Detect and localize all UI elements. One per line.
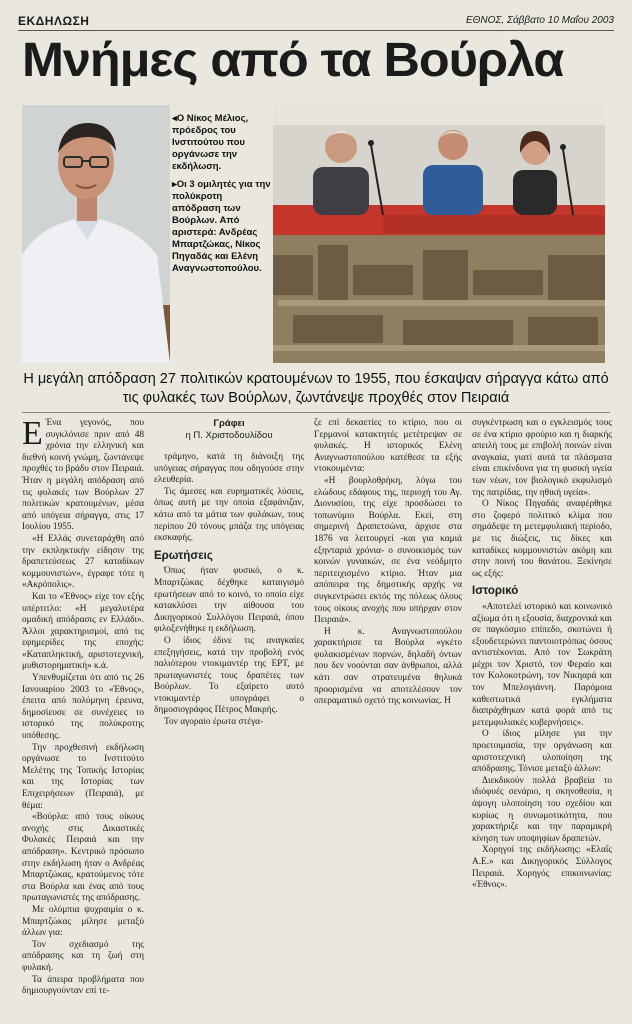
paragraph: συγκέντρωση και ο εγκλεισμός τους σε ένα κτίριο φρούριο και η διαρκής απειλή τους με επιβολή ποινών είναι αναγκαία, γιατί αυτά τα πλάσματα είναι επικίνδυνα για τη φυσική υγεία των νέων, τον βιολογικό εκφυλισμό της πατρίδας, την ηθική υγεία».: [472, 418, 612, 498]
subheadline: Η μεγάλη απόδραση 27 πολιτικών κρατουμένων το 1955, που έσκαψαν σήραγγα κάτω από τις φυλακές των Βούρλων, ζωντάνεψε προχθές στον Πειραιά: [23, 371, 609, 406]
paragraph: Τον σχεδιασμό της απόδρασης και τη ζωή στη φυλακή.: [22, 939, 144, 973]
paragraph: Υπενθυμίζεται ότι από τις 26 Ιανουαρίου 2003 το «Έθνος», έπειτα από πολύμηνη έρευνα, δημοσίευσε σε συνέχειες το ιστορικό της πολύκροτης υπόθεσης.: [22, 673, 144, 742]
subhead-history: Ιστορικό: [472, 585, 519, 598]
paragraph: Χορηγοί της εκδήλωσης: «Ελαΐς Α.Ε.» και Δικηγορικός Σύλλογος Πειραιά. Χορηγός επικοινωνίας: «Έθνος».: [472, 845, 612, 891]
paragraph: «Αποτελεί ιστορικό και κοινωνικό αξίωμα ότι η εξουσία, διαχρονικά και σε παγκόσμιο επίπεδο, σκοτώνει ή εξουδετερώνει παντοιοτρόπως όσους αντιστέκονται. Από τον Σωκράτη μέχρι τον Χριστό, τον Φεραίο και τον Κολοκοτρώνη, τον Νικηαρά και τον Μπελογιάννη. Παρόμοια καθεστωτικά εγκλήματα διαπράχθηκαν κατά φορά από τις μετεμφυλιακές κυβερνήσεις».: [472, 601, 612, 728]
article-column-1: [22, 415, 144, 998]
article-column-4: [472, 418, 612, 892]
paragraph: «Η βουρλοθρήκη, λόγω του ελώδους εδάφους της, περιοχή του Αγ. Διονυσίου, της είχε προσδώσει το τοπωνύμιο Βούρλα. Εκεί, στη σημερινή Δραπετσώνα, άρχισε στα 1876 να λειτουργεί -και για καμιά εξηνταριά χρόνια- ο συνοικισμός των κοινών γυναικών, σε ένα νεόδμητο περιτειχισμένο κτίριο. Ήταν μια απόπειρα της δημοτικής αρχής να συγκεντρώσει εκτός της πόλεως όλους τους οίκους ανοχής που υπήρχαν στον Πειραιά».: [314, 475, 462, 626]
divider: [22, 412, 610, 413]
paragraph: Τα άπειρα προβλήματα που δημιουργούνταν επί τε-: [22, 974, 144, 997]
headline: Μνήμες από τα Βούρλα: [22, 34, 564, 87]
paragraph: Ο ίδιος έδινε τις αναγκαίες επεξηγήσεις, κατά την προβολή ενός παλιότερου ντοκιμαντέρ της ΕΡΤ, με πρωταγωνιστές τους δραπέτες των Βούρλων. Το εξαίρετο αυτό ντοκιμαντέρ υπογράφει ο δημοσιογράφος Πέτρος Μακρής.: [154, 635, 304, 716]
paragraph: Τον αγοραίο έρωτα στέγα-: [164, 717, 264, 728]
portrait-illustration: [22, 105, 170, 363]
photo-captions: [172, 113, 272, 281]
paragraph: «Η Ελλάς συνεταράχθη από την εκπληκτικήν είδησιν της δραπετεύσεως 27 καταδίκων κομμουνιστών», έγραφε τότε η «Ακρόπολις».: [22, 533, 144, 591]
article-column-3: [314, 418, 462, 708]
paragraph-lead: [22, 415, 144, 534]
paragraph: Με ολύμπια ψυχραιμία ο κ. Μπαρτζώκας μίλησε μεταξύ άλλων για:: [22, 904, 144, 939]
paragraph: Τις άμεσες και ευρηματικές λύσεις, όπως αυτή με την οποία εξαφάνιζαν, κάτω από τα μάτια των φυλάκων, τους περίπου 20 τόνους μπάζα της υπόγειας εκσκαφής.: [154, 486, 304, 544]
photo-nikos-melios: [22, 105, 170, 363]
byline-author: η Π. Χριστοδουλίδου: [185, 430, 273, 441]
subhead-questions: Ερωτήσεις: [154, 549, 213, 562]
paragraph: Και το «Έθνος» είχε τον εξής υπέρτιτλο: «Η μεγαλυτέρα ομαδική απόδρασις εν Ελλάδι». Άλλοι χαρακτηρισμοί, από τις εφημερίδες της εποχής: «Καταπληκτική, αριστοτεχνική, μυθιστορηματική» κ.ά.: [22, 591, 144, 672]
byline: [154, 418, 304, 442]
paragraph: Διεκδικούν πολλά βραβεία το ιδιόφυές σενάριο, η σκηνοθεσία, η άψογη υλοποίηση του σχεδίου και κυρίως η συνωμοτικότητα, που χαρακτήριζε και την παραμικρή κίνηση των υποψηφίων δραπετών.: [472, 775, 612, 844]
lead-text: Ένα γεγονός, που συγκλόνισε πριν από 48 χρόνια την ελληνική και διεθνή κοινή γνώμη, ζωντάνεψε προχθές το βράδυ στον Πειραιά. Ήταν η μεγάλη απόδραση από τις φυλακές των Βούρλων 27 πολιτικών κρατουμένων, μέσα από υπόγεια σήραγγα, στις 17 Ιουλίου 1955.: [22, 418, 144, 533]
paragraph: Την προχθεσινή εκδήλωση οργάνωσε το Ινστιτούτο Μελέτης της Τοπικής Ιστορίας και της Ιστορίας των Επιχειρήσεων (Πειραιά), με θέμα:: [22, 742, 144, 811]
paragraph: Η κ. Αναγνωστοπούλου χαρακτήρισε τα Βούρλα «γκέτο φυλακισμένων πορνών, δηλαδή όντων που δεν νοούνται σαν άνθρωποι, αλλά κάτι σαν στρατευμένα θηλυκά προορισμένα να αποτελέσουν τον οπεραματικό οχετό της κοινωνίας. Η: [314, 626, 462, 707]
byline-label: Γράφει: [213, 418, 245, 429]
drop-cap: Ε: [22, 415, 43, 452]
paragraph: ζε επί δεκαετίες το κτίριο, που οι Γερμανοί κατακτητές μετέτρεψαν σε φυλακές. Η ιστορικός Ελένη Αναγνωστοπούλου κατέθεσε τα εξής ντοκουμέντα:: [314, 418, 462, 475]
paragraph: Όπως ήταν φυσικό, ο κ. Μπαρτζώκας δέχθηκε καταιγισμό ερωτήσεων από το κοινό, το οποίο είχε κατακλύσει την αίθουσα του Δικηγορικού Συλλόγου Πειραιά, όπου φιλοξενήθηκε η εκδήλωση.: [154, 566, 304, 635]
paragraph: τράμηνο, κατά τη διάνοιξη της υπόγειας σήραγγας που οδηγούσε στην ελευθερία.: [154, 452, 304, 486]
speakers-illustration: [273, 105, 605, 363]
paragraph: Ο ίδιος μίλησε για την προετοιμασία, την οργάνωση και αριστοτεχνική υλοποίηση της απόδρασης. Τόνισε μεταξύ άλλων:: [472, 729, 612, 775]
top-bar: [18, 14, 614, 31]
paragraph: Ο Νίκος Πηγαδάς αναφέρθηκε στο ζοφερό πολιτικό κλίμα που σημάδεψε τη μετεμφυλιακή περίοδο, με τις διώξεις, τις δίκες και καταδίκες κομμουνιστών ακόμη και στην ποινή του θανάτου. Ξεκίνησε ως εξής:: [472, 499, 612, 579]
masthead-date: ΕΘΝΟΣ, Σάββατο 10 Μαΐου 2003: [465, 15, 614, 26]
caption-left-photo: ◂Ο Νίκος Μέλιος, πρόεδρος του Ινστιτούτου που οργάνωσε την εκδήλωση.: [172, 113, 249, 172]
caption-right-photo: ▸Οι 3 ομιλητές για την πολύκροτη απόδραση των Βούρλων. Από αριστερά: Ανδρέας Μπαρτζώκας, Νίκος Πηγαδάς και Ελένη Αναγνωστοπούλου.: [172, 179, 271, 274]
photo-speakers-and-ruins: [273, 105, 605, 363]
paragraph: «Βούρλα: από τους οίκους ανοχής στις Δικαστικές Φυλακές Πειραιά και την απόδραση». Κεντρικό πρόσωπο στην εκδήλωση ήταν ο Ανδρέας Μπαρτζώκας, κρατούμενος τότε στα Βούρλα και ένας από τους πρωταγωνιστές της απόδρασης.: [22, 812, 144, 904]
article-column-2: [154, 418, 304, 729]
section-label: ΕΚΔΗΛΩΣΗ: [18, 14, 90, 28]
